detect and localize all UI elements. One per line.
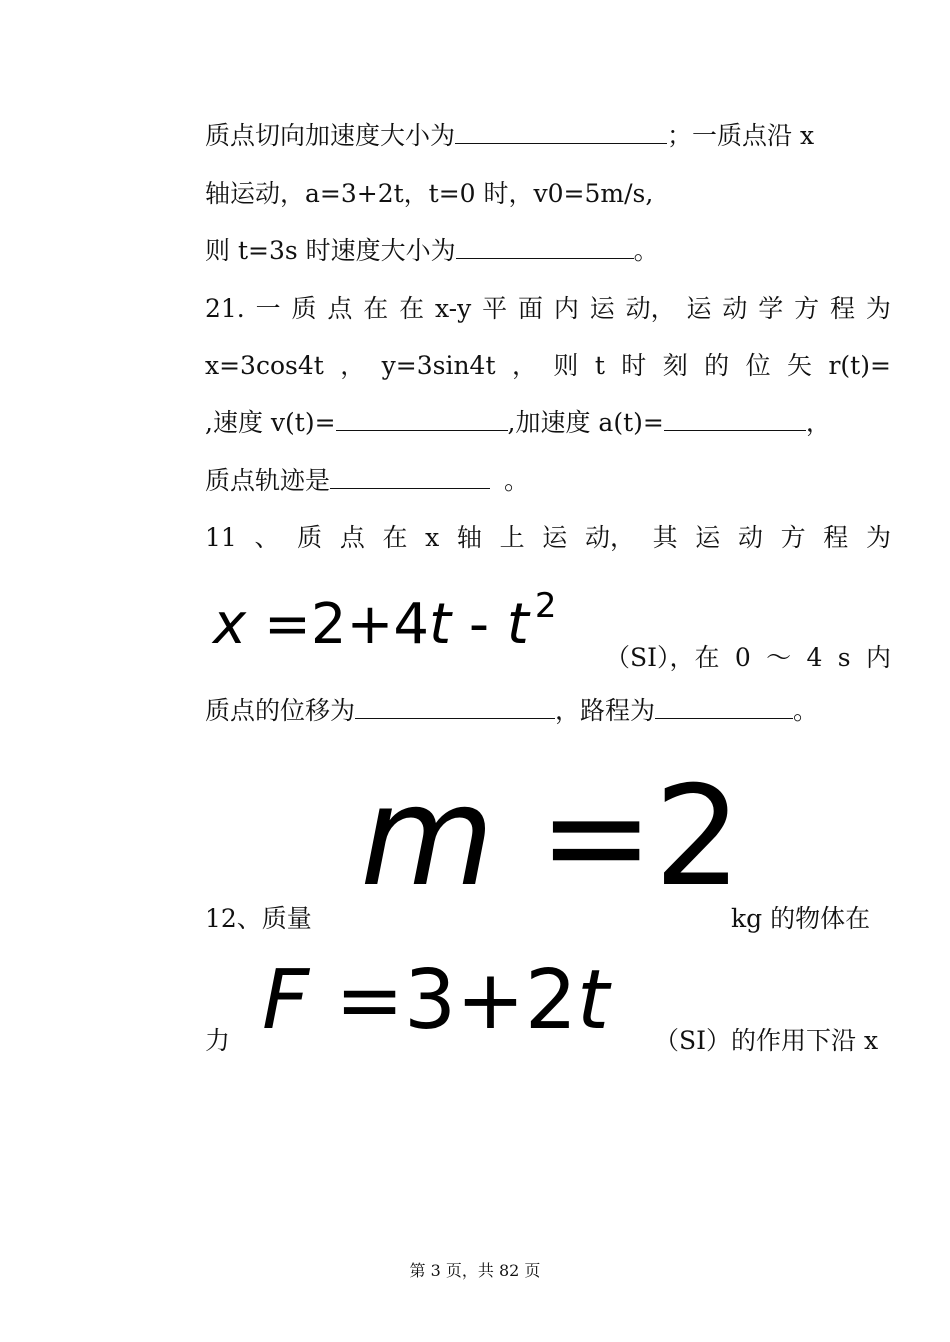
text-segment: 。 [504,466,530,495]
word: 其 [652,523,678,552]
text-segment: 。 [633,236,659,265]
word: x=3cos4t [205,351,324,380]
word: 运 [589,294,615,323]
word: ， [340,351,366,380]
word: t [594,351,605,380]
text-segment: 轴运动，a=3+2t，t=0 时，v0=5m/s, [205,179,654,208]
word: 、 [254,523,280,552]
text-line-6 [205,406,891,440]
word: 方 [780,523,806,552]
word: 4 [806,643,823,672]
math-expr: =2 [538,756,742,917]
math-expr: =2+4 [263,592,430,657]
math-var: t [429,592,452,657]
page-footer: 第 3 页，共 82 页 [409,1261,541,1280]
word: 在 [382,523,408,552]
word: 为 [865,294,891,323]
equation-mass [360,756,742,917]
word: 刻 [662,351,688,380]
word: 内 [553,294,579,323]
word: 质 [297,523,323,552]
answer-blank [336,406,508,431]
word: 动， [584,523,635,552]
word: y=3sin4t [381,351,496,380]
word: 动 [722,294,748,323]
answer-blank [330,464,490,489]
word: x-y [435,294,472,323]
word: 面 [517,294,543,323]
text-line-1 [205,119,891,153]
word: 点 [327,294,353,323]
answer-blank [655,694,793,719]
text-line-9 [605,641,891,675]
word: 则 [553,351,579,380]
text-segment: 质点轨迹是 [205,466,331,495]
text-segment: ,加速度 a(t)= [507,408,664,437]
text-line-4 [205,292,891,326]
word: 动 [737,523,763,552]
text-line-5 [205,349,891,383]
word: 学 [758,294,784,323]
text-segment: 则 t=3s 时速度大小为 [205,236,456,265]
word: 时 [621,351,647,380]
word: 的 [704,351,730,380]
math-expr: =3+2 [335,953,578,1048]
word: 轴 [456,523,482,552]
text-line-2 [205,177,891,211]
word: 矢 [787,351,813,380]
math-var: t [577,953,610,1048]
word: （SI），在 [605,643,720,672]
equation-motion [213,586,557,662]
equation-force [262,951,609,1051]
text-line-3 [205,234,891,268]
math-var: t [506,592,529,657]
answer-blank [664,406,806,431]
word: 在 [399,294,425,323]
text-line-12-left: 力 [205,1026,231,1055]
word: x [425,523,440,552]
word: 内 [865,643,891,672]
word: ～ [766,643,792,672]
word: 位 [745,351,771,380]
text-line-11-left: 12、质量 [205,904,312,933]
word: 方 [794,294,820,323]
text-line-7 [205,464,891,498]
text-segment: 质点切向加速度大小为 [205,121,456,150]
text-line-11-right: kg 的物体在 [731,904,871,933]
text-segment: ,速度 v(t)= [205,408,336,437]
word: 点 [339,523,365,552]
word: 动， [625,294,676,323]
text-segment: 。 [793,696,819,725]
word: 一 [255,294,281,323]
word: 运 [686,294,712,323]
word: 质 [291,294,317,323]
text-line-10 [205,694,891,728]
answer-blank [456,234,634,259]
text-segment: ， [805,408,831,437]
word: 为 [865,523,891,552]
word: 21. [205,294,245,323]
text-segment: 质点的位移为 [205,696,356,725]
text-segment: ，路程为 [555,696,656,725]
word: 程 [823,523,849,552]
math-var: x [213,592,247,657]
answer-blank [355,694,555,719]
word: 运 [542,523,568,552]
word: 运 [695,523,721,552]
text-segment: ；一质点沿 x [667,121,815,150]
math-var: F [262,953,310,1048]
answer-blank [455,119,667,144]
word: 11 [205,523,237,552]
text-line-12-right: （SI）的作用下沿 x [654,1026,879,1055]
text-line-8 [205,521,891,555]
word: 程 [829,294,855,323]
math-var: m [360,756,495,917]
word: 平 [482,294,508,323]
word: ， [511,351,537,380]
word: s [837,643,851,672]
math-superscript: 2 [534,586,557,626]
word: 上 [499,523,525,552]
word: 0 [734,643,751,672]
word: r(t)= [828,351,891,380]
math-op: - [468,592,490,657]
word: 在 [363,294,389,323]
